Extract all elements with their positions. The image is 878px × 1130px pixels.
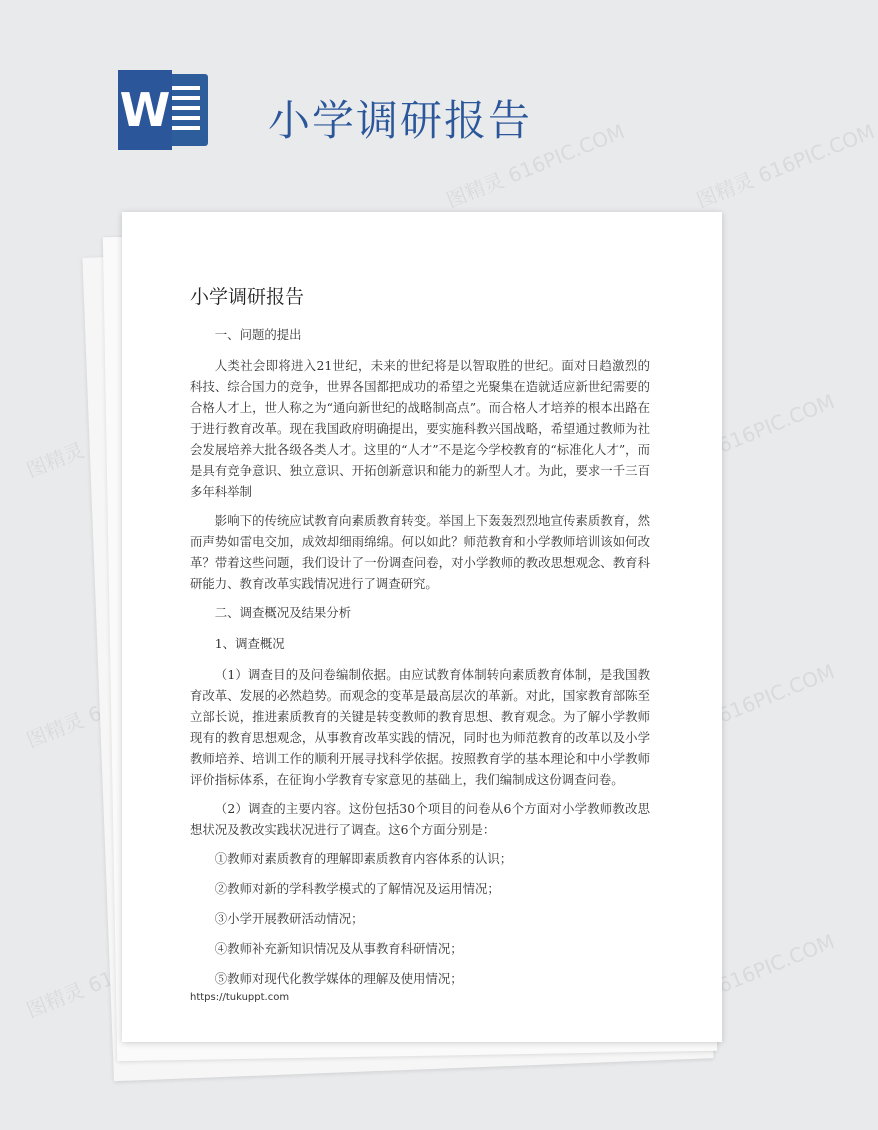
watermark: 图精灵 (22, 437, 88, 483)
word-logo-icon: W (118, 70, 172, 150)
list-item: ②教师对新的学科教学模式的了解情况及运用情况； (214, 881, 500, 896)
watermark: 图精灵 616PIC.COM (692, 119, 878, 213)
watermark: 图精灵 616PIC.COM (652, 389, 838, 483)
paragraph: （2）调查的主要内容。这份包括30个项目的问卷从6个方面对小学教师教改思想状况及教改实践状况进行了调查。这6个方面分别是： (190, 801, 650, 837)
paragraph: （1）调查目的及问卷编制依据。由应试教育体制转向素质教育体制，是我国教育改革、发展的必然趋势。而观念的变革是最高层次的革新。对此，国家教育部陈至立部长说，推进素质教育的关键是转变教师的教育思想、教育观念。为了解小学教师现有的教育思想观念，从事教育改革实践的情况，同时也为师范教育的改革以及小学教师培养、培训工作的顺利开展寻找科学依据。按照教育学的基本理论和中小学教师评价指标体系，在征询小学教育专家意见的基础上，我们编制成这份调查问卷。 (190, 667, 650, 787)
watermark: 图精灵 (22, 707, 88, 753)
section-heading: 二、调查概况及结果分析 (214, 605, 352, 620)
watermark: 图精灵 616PIC.COM (442, 119, 628, 213)
paragraph: 人类社会即将进入21世纪，未来的世纪将是以智取胜的世纪。面对日趋激烈的科技、综合国力的竞争，世界各国都把成功的希望之光聚集在造就适应新世纪需要的合格人才上，世人称之为“通向新世纪的战略制高点”。而合格人才培养的根本出路在于进行教育改革。现在我国政府明确提出，要实施科教兴国战略，希望通过教师为社会发展培养大批各级各类人才。这里的“人才”不是迄今学校教育的“标准化人才”，而是具有竞争意识、独立意识、开拓创新意识和能力的新型人才。为此，要求一千三百多年科举制 (190, 358, 650, 499)
list-item: ①教师对素质教育的理解即素质教育内容体系的认识； (214, 851, 513, 866)
document-body (190, 324, 650, 998)
header (0, 0, 800, 200)
source-url[interactable]: https://tukuppt.com (190, 992, 290, 1003)
header-title: 小学调研报告 (268, 96, 533, 145)
section-heading: 一、问题的提出 (214, 327, 302, 342)
watermark: 图精灵 616PIC.COM (652, 929, 838, 1023)
watermark: 图精灵 616PIC.COM (652, 659, 838, 753)
list-item: ⑤教师对现代化教学媒体的理解及使用情况； (214, 971, 463, 986)
paragraph: 影响下的传统应试教育向素质教育转变。举国上下轰轰烈烈地宣传素质教育，然而声势如雷电交加，成效却细雨绵绵。何以如此？师范教育和小学教师培训该如何改革？带着这些问题，我们设计了一份调查问卷，对小学教师的教改思想观念、教育科研能力、教育改革实践情况进行了调查研究。 (190, 513, 650, 591)
list-item: ③小学开展教研活动情况； (214, 911, 364, 926)
watermark: 图精灵 (22, 977, 88, 1023)
document-page (122, 212, 722, 1042)
document-title: 小学调研报告 (190, 286, 305, 308)
subsection-heading: 1、调查概况 (214, 636, 285, 651)
list-item: ④教师补充新知识情况及从事教育科研情况； (214, 941, 463, 956)
